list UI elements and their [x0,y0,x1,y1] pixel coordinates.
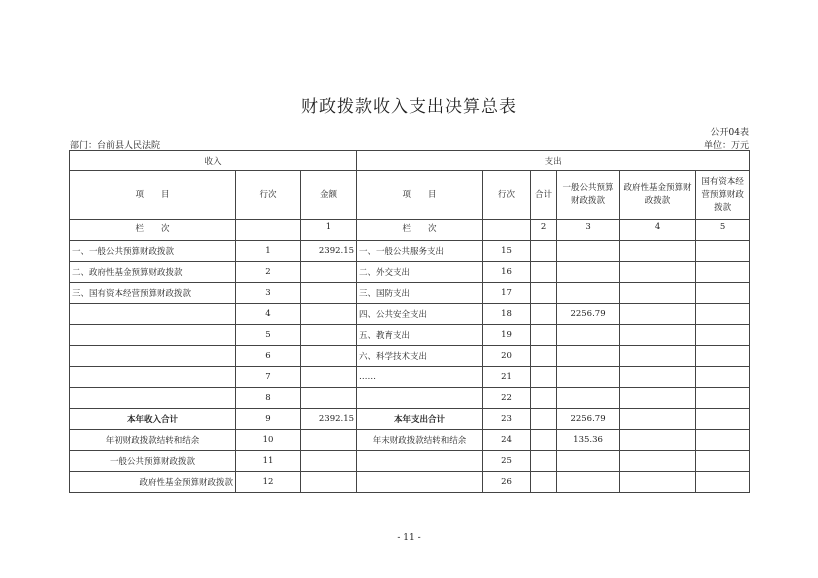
expense-general [557,283,620,304]
fiscal-summary-table [69,150,750,493]
expense-row-no: 15 [483,241,531,262]
expense-gov-fund [620,472,696,493]
income-item: 一般公共预算财政拨款 [70,451,236,472]
amount-col-no: 1 [301,220,357,241]
expense-row-no: 21 [483,367,531,388]
income-row-no: 1 [236,241,301,262]
expense-row-no: 19 [483,325,531,346]
income-amount [301,304,357,325]
expense-state-capital [696,367,750,388]
income-row-no: 10 [236,430,301,451]
expense-general [557,262,620,283]
expense-general [557,325,620,346]
expense-item: 年末财政拨款结转和结余 [357,430,483,451]
page-number: - 11 - [397,533,421,543]
expense-item: 三、国防支出 [357,283,483,304]
expense-item: 五、教育支出 [357,325,483,346]
income-amount [301,430,357,451]
unit-label: 单位：万元 [703,141,749,151]
gov-fund-header: 政府性基金预算财政拨款 [620,171,696,220]
expense-total [531,430,557,451]
expense-general: 2256.79 [557,409,620,430]
expense-gov-fund [620,367,696,388]
expense-row-no: 25 [483,451,531,472]
expense-state-capital [696,388,750,409]
expense-gov-fund [620,304,696,325]
expense-total [531,451,557,472]
expense-state-capital [696,283,750,304]
expense-total [531,388,557,409]
table-row [70,346,750,367]
income-row-no: 9 [236,409,301,430]
expense-state-capital [696,346,750,367]
expense-total [531,241,557,262]
expense-general [557,388,620,409]
expense-item [357,388,483,409]
expense-total [531,262,557,283]
expense-general: 2256.79 [557,304,620,325]
expense-item [357,451,483,472]
income-section-header: 收入 [70,151,357,171]
expense-item: 一、一般公共服务支出 [357,241,483,262]
expense-state-capital [696,325,750,346]
expense-gov-fund [620,346,696,367]
expense-row-no: 26 [483,472,531,493]
income-amount-header: 金额 [301,171,357,220]
income-amount [301,325,357,346]
state-capital-col-no: 5 [696,220,750,241]
expense-row-no: 20 [483,346,531,367]
expense-row-no: 24 [483,430,531,451]
expense-general [557,367,620,388]
expense-item-header: 项 目 [357,171,483,220]
expense-total [531,346,557,367]
table-row [70,367,750,388]
expense-total [531,409,557,430]
income-item [70,388,236,409]
income-item [70,346,236,367]
income-item: 二、政府性基金预算财政拨款 [70,262,236,283]
expense-item [357,472,483,493]
table-row [70,283,750,304]
income-item [70,304,236,325]
expense-item: 二、外交支出 [357,262,483,283]
page-title: 财政拨款收入支出决算总表 [301,97,517,117]
expense-state-capital [696,451,750,472]
department-label: 部门：台前县人民法院 [70,141,161,151]
expense-state-capital [696,304,750,325]
expense-gov-fund [620,409,696,430]
income-row-no: 12 [236,472,301,493]
expense-row-no: 22 [483,388,531,409]
income-amount [301,451,357,472]
table-row [70,388,750,409]
expense-row-no: 17 [483,283,531,304]
income-row-no: 11 [236,451,301,472]
expense-state-capital [696,409,750,430]
expense-gov-fund [620,283,696,304]
column-number-row [70,220,750,241]
income-amount: 2392.15 [301,241,357,262]
expense-col-label: 栏 次 [357,220,483,241]
table-row [70,451,750,472]
income-row-no: 3 [236,283,301,304]
table-row [70,325,750,346]
income-item: 一、一般公共预算财政拨款 [70,241,236,262]
gov-fund-col-no: 4 [620,220,696,241]
income-amount [301,388,357,409]
table-row [70,430,750,451]
general-col-no: 3 [557,220,620,241]
table-row [70,409,750,430]
income-row-no: 4 [236,304,301,325]
income-row-no: 8 [236,388,301,409]
income-amount [301,262,357,283]
expense-total-label: 本年支出合计 [357,409,483,430]
expense-general [557,241,620,262]
expense-total [531,283,557,304]
expense-general [557,451,620,472]
table-row [70,241,750,262]
expense-row-no: 23 [483,409,531,430]
expense-general: 135.36 [557,430,620,451]
income-rowno-header: 行次 [236,171,301,220]
general-budget-header: 一般公共预算财政拨款 [557,171,620,220]
income-item: 政府性基金预算财政拨款 [70,472,236,493]
expense-item: 四、公共安全支出 [357,304,483,325]
income-amount [301,367,357,388]
expense-gov-fund [620,262,696,283]
table-code: 公开04表 [710,128,749,138]
expense-total [531,304,557,325]
income-amount: 2392.15 [301,409,357,430]
expense-general [557,346,620,367]
expense-gov-fund [620,241,696,262]
expense-gov-fund [620,430,696,451]
income-row-no: 2 [236,262,301,283]
income-item-header: 项 目 [70,171,236,220]
expense-state-capital [696,430,750,451]
income-item: 年初财政拨款结转和结余 [70,430,236,451]
income-item: 三、国有资本经营预算财政拨款 [70,283,236,304]
income-item [70,367,236,388]
total-col-no: 2 [531,220,557,241]
state-capital-header: 国有资本经营预算财政拨款 [696,171,750,220]
income-col-label: 栏 次 [70,220,236,241]
table-row [70,472,750,493]
expense-item: 六、科学技术支出 [357,346,483,367]
expense-gov-fund [620,451,696,472]
expense-state-capital [696,241,750,262]
income-total-label: 本年收入合计 [70,409,236,430]
income-row-no: 7 [236,367,301,388]
table-row [70,304,750,325]
expense-total [531,325,557,346]
income-row-no: 5 [236,325,301,346]
income-item [70,325,236,346]
expense-gov-fund [620,325,696,346]
expense-rowno-header: 行次 [483,171,531,220]
expense-item: …… [357,367,483,388]
expense-state-capital [696,262,750,283]
income-row-no: 6 [236,346,301,367]
expense-total [531,472,557,493]
table-row [70,262,750,283]
expense-state-capital [696,472,750,493]
expense-row-no: 18 [483,304,531,325]
income-amount [301,283,357,304]
income-amount [301,472,357,493]
expense-total [531,367,557,388]
expense-section-header: 支出 [357,151,750,171]
total-header: 合计 [531,171,557,220]
income-rowno-col [236,220,301,241]
expense-gov-fund [620,388,696,409]
expense-rowno-col [483,220,531,241]
expense-row-no: 16 [483,262,531,283]
income-amount [301,346,357,367]
expense-general [557,472,620,493]
